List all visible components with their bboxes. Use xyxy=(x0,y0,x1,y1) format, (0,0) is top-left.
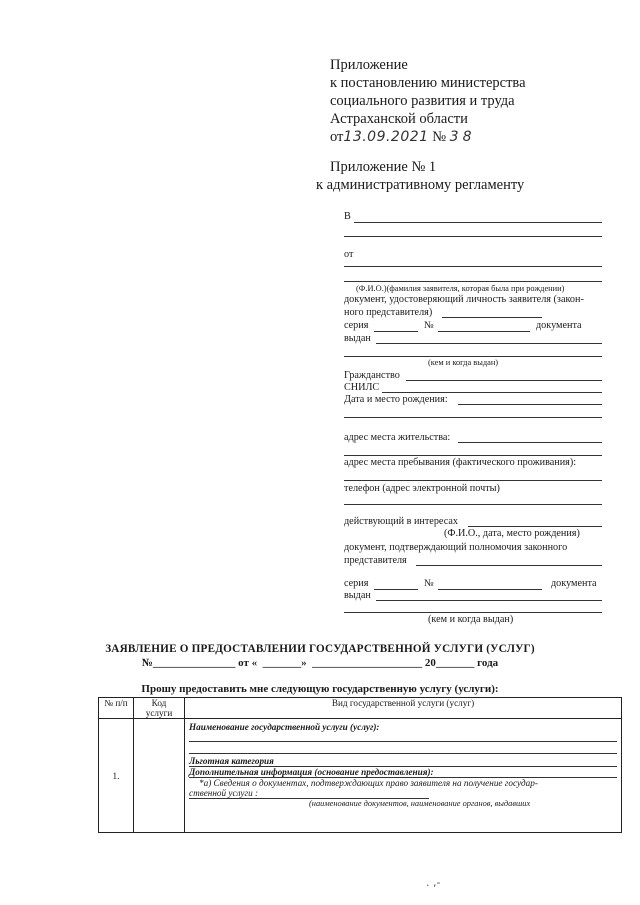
issued-label: выдан xyxy=(344,333,371,344)
from-prefix: от xyxy=(330,129,344,145)
document-label-2: документа xyxy=(551,578,597,589)
request-text: Прошу предоставить мне следующую государственную услугу (услуги): xyxy=(141,683,499,695)
annex-subtitle: к административному регламенту xyxy=(316,177,525,193)
stay-field[interactable] xyxy=(344,480,602,481)
header-line-4: Астраханской области xyxy=(330,111,468,127)
number-label-2: № xyxy=(424,578,434,589)
header-code: Код услуги xyxy=(134,698,185,719)
note-a-line-1: *а) Сведения о документах, подтверждающих право заявителя на получение государ- xyxy=(199,778,538,788)
from-label: от xyxy=(344,249,354,260)
number-prefix: № xyxy=(432,129,447,145)
birth-field-2[interactable] xyxy=(344,417,602,418)
id-document-label-2: ного представителя) xyxy=(344,307,433,318)
series-field[interactable] xyxy=(374,331,418,332)
citizenship-label: Гражданство xyxy=(344,370,400,381)
issued-field-2[interactable] xyxy=(344,356,602,357)
statement-title: ЗАЯВЛЕНИЕ О ПРЕДОСТАВЛЕНИИ ГОСУДАРСТВЕННОЙ УСЛУГИ (УСЛУГ) xyxy=(105,643,535,655)
table-row xyxy=(99,719,622,833)
annex-title: Приложение № 1 xyxy=(330,159,437,175)
birth-field[interactable] xyxy=(458,404,602,405)
acting-field[interactable] xyxy=(468,526,602,527)
scan-mark: . ,- xyxy=(426,876,441,889)
snils-field[interactable] xyxy=(382,392,602,393)
header-line-3: социального развития и труда xyxy=(330,93,515,109)
from-field[interactable] xyxy=(344,266,602,267)
additional-info-label: Дополнительная информация (основание предоставления): xyxy=(189,767,617,778)
series-field-2[interactable] xyxy=(374,589,418,590)
id-document-field[interactable] xyxy=(442,317,542,318)
row-number: 1. xyxy=(99,719,134,833)
note-a-line-2: ственной услуги : xyxy=(189,788,429,799)
id-document-label: документ, удостоверяющий личность заявителя (закон- xyxy=(344,294,584,305)
number-label: № xyxy=(424,320,434,331)
series-label: серия xyxy=(344,320,369,331)
issued-caption-2: (кем и когда выдан) xyxy=(428,614,514,625)
service-code-cell[interactable] xyxy=(134,719,185,833)
birth-label: Дата и место рождения: xyxy=(344,394,448,405)
residence-field[interactable] xyxy=(458,442,602,443)
number-field[interactable] xyxy=(438,331,530,332)
authority-label: документ, подтверждающий полномочия законного xyxy=(344,542,568,553)
document-label: документа xyxy=(536,320,582,331)
to-label: В xyxy=(344,211,351,222)
authority-field[interactable] xyxy=(416,565,602,566)
issued-label-2: выдан xyxy=(344,590,371,601)
header-line-1: Приложение xyxy=(330,57,408,73)
to-field-2[interactable] xyxy=(344,236,602,237)
to-field[interactable] xyxy=(354,222,602,223)
service-name-field[interactable] xyxy=(189,732,617,742)
header-line-2: к постановлению министерства xyxy=(330,75,526,91)
service-name-field-2[interactable] xyxy=(189,744,617,754)
snils-label: СНИЛС xyxy=(344,382,380,393)
header-type: Вид государственной услуги (услуг) xyxy=(185,698,622,719)
citizenship-field[interactable] xyxy=(406,380,602,381)
series-label-2: серия xyxy=(344,578,369,589)
service-name-label: Наименование государственной услуги (услуг): xyxy=(189,722,380,732)
issued-field[interactable] xyxy=(376,343,602,344)
number-field-2[interactable] xyxy=(438,589,542,590)
handwritten-date: 13.09.2021 xyxy=(343,129,429,145)
phone-field[interactable] xyxy=(344,504,602,505)
residence-label: адрес места жительства: xyxy=(344,432,451,443)
residence-field-2[interactable] xyxy=(344,455,602,456)
category-label: Льготная категория xyxy=(189,756,617,767)
issued-field-3[interactable] xyxy=(376,600,602,601)
phone-label: телефон (адрес электронной почты) xyxy=(344,483,500,494)
from-field-2[interactable] xyxy=(344,281,602,282)
authority-label-2: представителя xyxy=(344,555,407,566)
acting-label: действующий в интересах xyxy=(344,516,458,527)
statement-number-line: №_______________ от « _______» ____________________ 20_______ года xyxy=(141,657,499,669)
service-type-cell xyxy=(185,719,622,833)
fio-caption: (Ф.И.О.)(фамилия заявителя, которая была при рождении) xyxy=(356,284,565,293)
stay-label: адрес места пребывания (фактического проживания): xyxy=(344,457,577,468)
services-table xyxy=(98,697,622,833)
issued-caption: (кем и когда выдан) xyxy=(428,358,499,367)
note-caption: (наименование документов, наименование органов, выдавших xyxy=(309,799,531,808)
acting-caption: (Ф.И.О., дата, место рождения) xyxy=(444,528,580,539)
issued-field-4[interactable] xyxy=(344,612,602,613)
handwritten-number: 38 xyxy=(449,129,476,145)
table-header-row xyxy=(99,698,622,719)
header-num: № п/п xyxy=(99,698,134,719)
